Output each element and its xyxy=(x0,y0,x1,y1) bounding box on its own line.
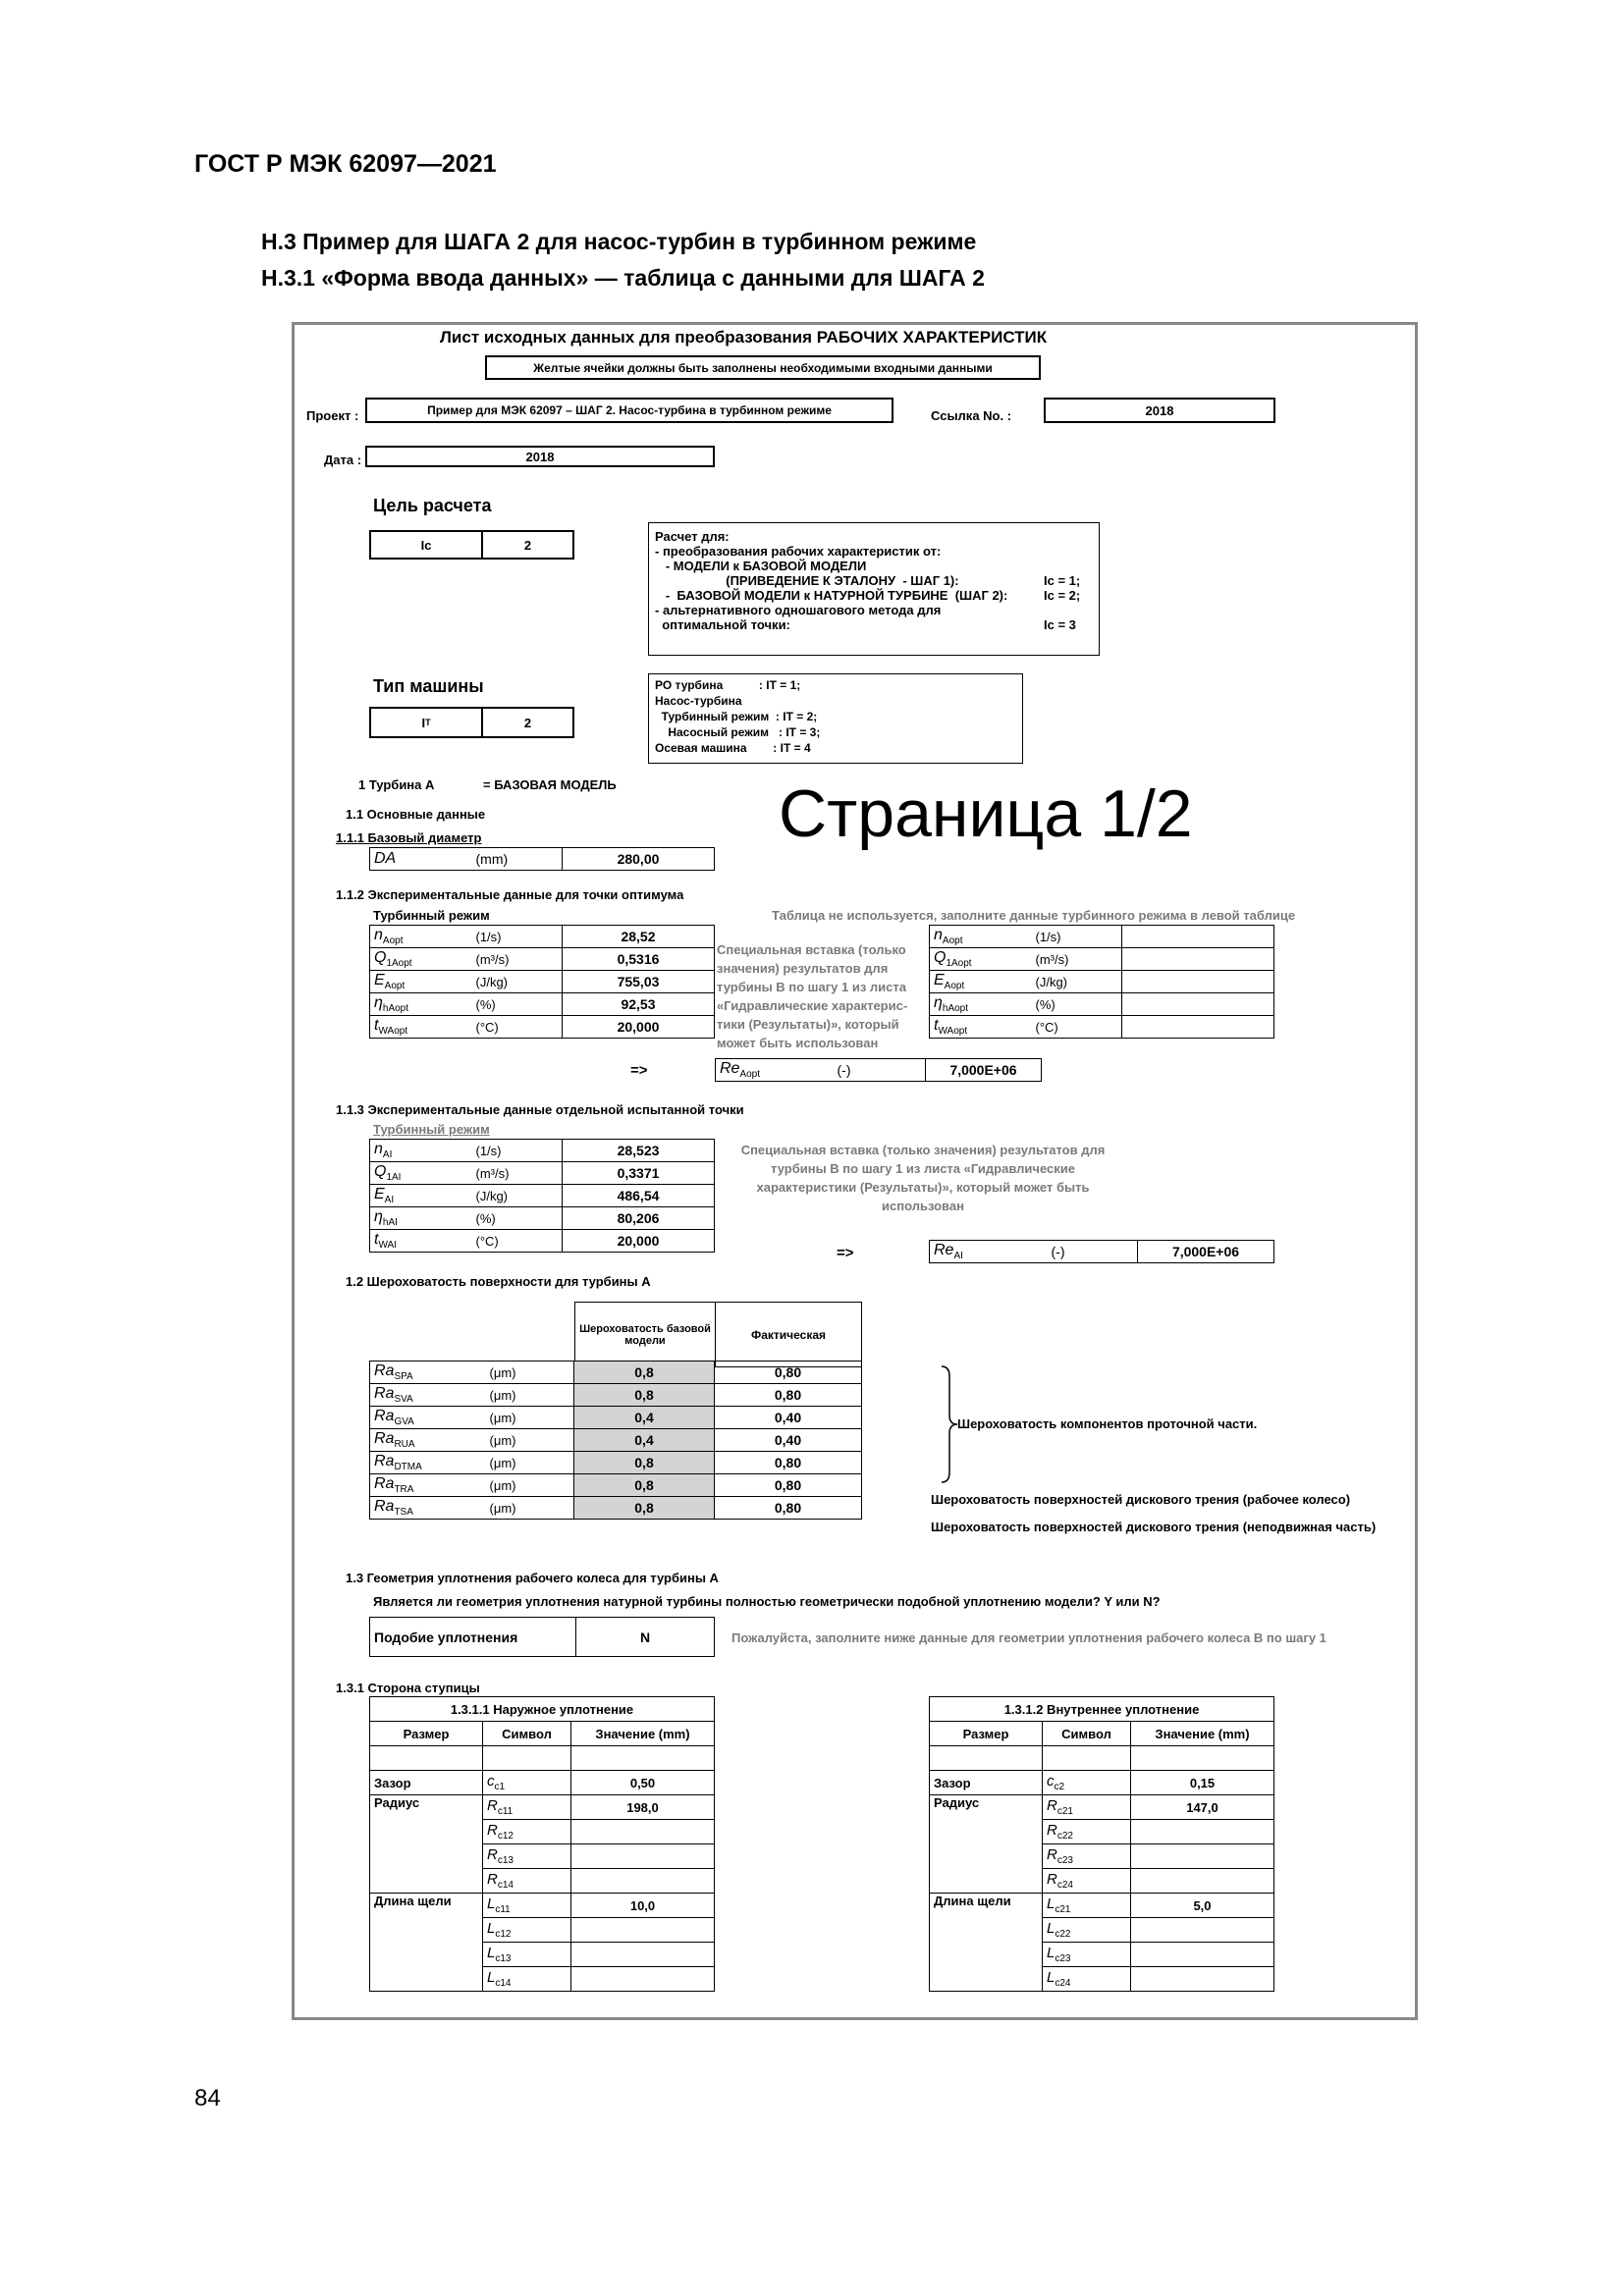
ref-value: 2018 xyxy=(1044,398,1275,423)
right-opt-table xyxy=(929,925,1274,1039)
table-row xyxy=(370,1844,715,1869)
seal-radius-label: Радиус xyxy=(370,1795,483,1820)
s113: 1.1.3 Экспериментальные данные отдельной испытанной точки xyxy=(336,1102,744,1117)
arrow-2: => xyxy=(837,1245,854,1261)
rough-actual: 0,80 xyxy=(715,1362,862,1384)
turbine-label: 1 Турбина А xyxy=(358,777,435,792)
seal-radius-val: 147,0 xyxy=(1131,1795,1274,1820)
re-opt-table xyxy=(715,1058,1042,1082)
seal-gap-label: Зазор xyxy=(930,1771,1043,1795)
section-heading-h31: Н.3.1 «Форма ввода данных» — таблица с данными для ШАГА 2 xyxy=(261,265,985,291)
opt-unit: (m³/s) xyxy=(472,948,563,971)
pt-sym: $E_{AI}$ xyxy=(370,1185,472,1207)
table-row xyxy=(370,948,715,971)
right-unit: (°C) xyxy=(1032,1016,1122,1039)
pt-value: 0,3371 xyxy=(563,1162,715,1185)
seal-h-size: Размер xyxy=(930,1722,1043,1746)
table-row xyxy=(370,1894,715,1918)
seal-radius-sym: $R_{c14}$ xyxy=(483,1869,571,1894)
right-sym: $Q_{1Aopt}$ xyxy=(930,948,1032,971)
rough-col-base: Шероховатость базовой модели xyxy=(575,1303,716,1367)
pt-unit: (%) xyxy=(472,1207,563,1230)
pt-value: 20,000 xyxy=(563,1230,715,1253)
rough-actual: 0,80 xyxy=(715,1384,862,1407)
pt-sym: $Q_{1AI}$ xyxy=(370,1162,472,1185)
seal-h-sym: Символ xyxy=(483,1722,571,1746)
roughness-title: 1.2 Шероховатость поверхности для турбины A xyxy=(346,1274,651,1289)
seal-radius-label xyxy=(370,1869,483,1894)
similar-table xyxy=(369,1617,715,1657)
rough-sym: $Ra_{TRA}$ xyxy=(370,1474,486,1497)
re-opt-sym: $Re_{Aopt}$ xyxy=(716,1059,834,1082)
table-row xyxy=(930,1795,1274,1820)
diam-unit: (mm) xyxy=(472,848,563,871)
table-row xyxy=(930,971,1274,993)
rough-unit: (μm) xyxy=(486,1429,574,1452)
machine-title: Тип машины xyxy=(373,676,484,696)
rough-unit: (μm) xyxy=(486,1407,574,1429)
seal-len-sym: $L_{c12}$ xyxy=(483,1918,571,1943)
opt-sym: $Q_{1Aopt}$ xyxy=(370,948,472,971)
table-row xyxy=(370,1362,862,1384)
note-line: Насос-турбина xyxy=(655,694,742,708)
seal-len-sym: $L_{c14}$ xyxy=(483,1967,571,1992)
seal-gap-val: 0,15 xyxy=(1131,1771,1274,1795)
table-row xyxy=(930,1894,1274,1918)
table-row xyxy=(930,1869,1274,1894)
section-heading-h3: Н.3 Пример для ШАГА 2 для насос-турбин в турбинном режиме xyxy=(261,229,977,254)
roughness-head xyxy=(574,1302,862,1367)
date-label: Дата : xyxy=(324,453,362,467)
opt-value: 0,5316 xyxy=(563,948,715,971)
s11: 1.1 Основные данные xyxy=(346,807,486,822)
machine-note xyxy=(648,673,1023,764)
seal-radius-sym: $R_{c21}$ xyxy=(1043,1795,1131,1820)
seal-len-label xyxy=(370,1943,483,1967)
seal-len-val xyxy=(571,1967,715,1992)
right-sym: $n_{Aopt}$ xyxy=(930,926,1032,948)
table-row xyxy=(370,1722,715,1746)
seal-len-val xyxy=(571,1918,715,1943)
seal-radius-label: Радиус xyxy=(930,1795,1043,1820)
rough-sym: $Ra_{GVA}$ xyxy=(370,1407,486,1429)
pt-unit: (1/s) xyxy=(472,1140,563,1162)
right-unit: (m³/s) xyxy=(1032,948,1122,971)
table-row xyxy=(370,1140,715,1162)
brace-note: Шероховатость компонентов проточной части. xyxy=(957,1416,1258,1431)
seal-blank xyxy=(370,1746,483,1771)
pt-value: 80,206 xyxy=(563,1207,715,1230)
seal-len-val xyxy=(1131,1918,1274,1943)
seal-title: 1.3 Геометрия уплотнения рабочего колеса для турбины A xyxy=(346,1571,719,1585)
table-row xyxy=(930,1722,1274,1746)
table-row xyxy=(930,1771,1274,1795)
table-row xyxy=(930,1918,1274,1943)
rough-unit: (μm) xyxy=(486,1497,574,1520)
table-row xyxy=(370,1429,862,1452)
rough-sym: $Ra_{SPA}$ xyxy=(370,1362,486,1384)
seal-len-label xyxy=(930,1967,1043,1992)
seal-len-label: Длина щели xyxy=(930,1894,1043,1918)
arrow-1: => xyxy=(630,1062,648,1079)
machine-value: 2 xyxy=(481,707,574,738)
rough-sym: $Ra_{TSA}$ xyxy=(370,1497,486,1520)
diameter-table xyxy=(369,847,715,871)
right-value xyxy=(1122,971,1274,993)
turbine-label2: = БАЗОВАЯ МОДЕЛЬ xyxy=(483,777,617,792)
seal-len-val: 5,0 xyxy=(1131,1894,1274,1918)
outer-seal-table xyxy=(369,1696,715,1992)
seal-gap-val: 0,50 xyxy=(571,1771,715,1795)
table-row xyxy=(370,1407,862,1429)
table-row xyxy=(370,1497,862,1520)
opt-value: 92,53 xyxy=(563,993,715,1016)
date-value: 2018 xyxy=(365,446,715,467)
right-value xyxy=(1122,1016,1274,1039)
seal-radius-val xyxy=(571,1869,715,1894)
re-opt-value: 7,000E+06 xyxy=(926,1059,1042,1082)
opt-unit: (J/kg) xyxy=(472,971,563,993)
rough-actual: 0,40 xyxy=(715,1429,862,1452)
seal-len-val xyxy=(571,1943,715,1967)
rough-unit: (μm) xyxy=(486,1452,574,1474)
pt-insert-note: Специальная вставка (только значения) результатов для турбины B по шагу 1 из листа «Гидравлические характеристики (Результаты)», который может быть использован xyxy=(740,1143,1106,1213)
table-row xyxy=(370,1185,715,1207)
table-row xyxy=(370,1771,715,1795)
right-table-note: Таблица не используется, заполните данные турбинного режима в левой таблице xyxy=(772,908,1296,923)
seal-radius-sym: $R_{c24}$ xyxy=(1043,1869,1131,1894)
seal-len-val xyxy=(1131,1967,1274,1992)
seal-radius-label xyxy=(370,1820,483,1844)
purpose-note xyxy=(648,522,1100,656)
right-unit: (1/s) xyxy=(1032,926,1122,948)
project-value: Пример для МЭК 62097 – ШАГ 2. Насос-турбина в турбинном режиме xyxy=(365,398,893,423)
rough-actual: 0,40 xyxy=(715,1407,862,1429)
table-row xyxy=(930,1844,1274,1869)
standard-header: ГОСТ Р МЭК 62097—2021 xyxy=(194,150,497,178)
note-line: - МОДЕЛИ к БАЗОВОЙ МОДЕЛИ xyxy=(655,559,867,573)
pt-sym: $t_{WAI}$ xyxy=(370,1230,472,1253)
mode-label: Турбинный режим xyxy=(373,908,490,923)
seal-title: 1.3.1.1 Наружное уплотнение xyxy=(370,1697,715,1722)
right-value xyxy=(1122,993,1274,1016)
table-row xyxy=(370,1918,715,1943)
opt-sym: $t_{WAopt}$ xyxy=(370,1016,472,1039)
purpose-title: Цель расчета xyxy=(373,496,492,515)
pt-sym: $n_{AI}$ xyxy=(370,1140,472,1162)
seal-gap-sym: $c_{c1}$ xyxy=(483,1771,571,1795)
note-line: Осевая машина : IT = 4 xyxy=(655,741,811,755)
note-line: - преобразования рабочих характеристик от: xyxy=(655,544,942,559)
hub-title: 1.3.1 Сторона ступицы xyxy=(336,1681,480,1695)
rough-sym: $Ra_{SVA}$ xyxy=(370,1384,486,1407)
mode-label-2: Турбинный режим xyxy=(373,1122,490,1137)
table-row xyxy=(370,1384,862,1407)
rough-base: 0,8 xyxy=(574,1474,715,1497)
pt-value: 486,54 xyxy=(563,1185,715,1207)
table-row xyxy=(930,1697,1274,1722)
pt-unit: (J/kg) xyxy=(472,1185,563,1207)
opt-sym: $\eta_{hAopt}$ xyxy=(370,993,472,1016)
opt-unit: (°C) xyxy=(472,1016,563,1039)
table-row xyxy=(930,1967,1274,1992)
seal-radius-label xyxy=(930,1869,1043,1894)
note-tr: Шероховатость поверхностей дискового трения (рабочее колесо) xyxy=(931,1492,1351,1507)
table-row xyxy=(370,1207,715,1230)
note-line: - альтернативного одношагового метода для xyxy=(655,603,942,617)
seal-radius-val xyxy=(1131,1869,1274,1894)
project-label: Проект : xyxy=(306,408,359,423)
rough-base: 0,8 xyxy=(574,1384,715,1407)
seal-len-label xyxy=(370,1967,483,1992)
table-row xyxy=(370,1943,715,1967)
ref-label: Ссылка No. : xyxy=(931,408,1012,423)
rough-unit: (μm) xyxy=(486,1474,574,1497)
page-number: 84 xyxy=(194,2085,221,2111)
opt-value: 28,52 xyxy=(563,926,715,948)
seal-gap-label: Зазор xyxy=(370,1771,483,1795)
roughness-table xyxy=(369,1361,862,1520)
seal-h-size: Размер xyxy=(370,1722,483,1746)
table-row xyxy=(930,1943,1274,1967)
rough-base: 0,8 xyxy=(574,1497,715,1520)
seal-radius-val xyxy=(1131,1820,1274,1844)
diam-value: 280,00 xyxy=(563,848,715,871)
rough-base: 0,4 xyxy=(574,1429,715,1452)
seal-len-label xyxy=(930,1918,1043,1943)
opt-value: 20,000 xyxy=(563,1016,715,1039)
opt-unit: (%) xyxy=(472,993,563,1016)
similar-label: Подобие уплотнения xyxy=(370,1618,576,1657)
re-pt-table xyxy=(929,1240,1274,1263)
note-line: РО турбина : IT = 1; xyxy=(655,678,801,692)
rough-unit: (μm) xyxy=(486,1362,574,1384)
note-line: Расчет для: xyxy=(655,529,730,544)
opt-unit: (1/s) xyxy=(472,926,563,948)
table-row xyxy=(370,1820,715,1844)
rough-sym: $Ra_{RUA}$ xyxy=(370,1429,486,1452)
seal-h-val: Значение (mm) xyxy=(1131,1722,1274,1746)
re-pt-sym: $Re_{AI}$ xyxy=(930,1241,1048,1263)
table-row xyxy=(370,1967,715,1992)
right-unit: (J/kg) xyxy=(1032,971,1122,993)
pt-sym: $\eta_{hAI}$ xyxy=(370,1207,472,1230)
pt-unit: (°C) xyxy=(472,1230,563,1253)
s111: 1.1.1 Базовый диаметр xyxy=(336,830,482,845)
opt-value: 755,03 xyxy=(563,971,715,993)
sheet-title: Лист исходных данных для преобразования РАБОЧИХ ХАРАКТЕРИСТИК xyxy=(440,328,1048,347)
seal-h-val: Значение (mm) xyxy=(571,1722,715,1746)
right-sym: $\eta_{hAopt}$ xyxy=(930,993,1032,1016)
note-line: Турбинный режим : IT = 2; xyxy=(655,710,818,723)
right-value xyxy=(1122,948,1274,971)
seal-gap-sym: $c_{c2}$ xyxy=(1043,1771,1131,1795)
opt-sym: $n_{Aopt}$ xyxy=(370,926,472,948)
rough-actual: 0,80 xyxy=(715,1452,862,1474)
table-row xyxy=(370,1162,715,1185)
seal-radius-sym: $R_{c23}$ xyxy=(1043,1844,1131,1869)
seal-len-sym: $L_{c11}$ xyxy=(483,1894,571,1918)
pt-value: 28,523 xyxy=(563,1140,715,1162)
table-row xyxy=(370,1697,715,1722)
table-row xyxy=(370,1016,715,1039)
similar-value: N xyxy=(576,1618,715,1657)
table-row xyxy=(370,971,715,993)
opt-table xyxy=(369,925,715,1039)
seal-question: Является ли геометрия уплотнения натурной турбины полностью геометрически подобной уплотнению модели? Y или N? xyxy=(373,1594,1161,1609)
opt-sym: $E_{Aopt}$ xyxy=(370,971,472,993)
table-row xyxy=(370,1746,715,1771)
seal-radius-label xyxy=(930,1820,1043,1844)
table-row xyxy=(370,1869,715,1894)
watermark: Страница 1/2 xyxy=(779,776,1193,851)
right-value xyxy=(1122,926,1274,948)
seal-radius-label xyxy=(930,1844,1043,1869)
opt-insert-note: Специальная вставка (только значения) результатов для турбины B по шагу 1 из листа «Гидравлические характерис-тики (Результаты)», который может быть использован xyxy=(717,942,908,1050)
table-row xyxy=(370,1795,715,1820)
re-pt-unit: (-) xyxy=(1048,1241,1138,1263)
seal-len-val: 10,0 xyxy=(571,1894,715,1918)
seal-title: 1.3.1.2 Внутреннее уплотнение xyxy=(930,1697,1274,1722)
seal-len-sym: $L_{c22}$ xyxy=(1043,1918,1131,1943)
rough-actual: 0,80 xyxy=(715,1474,862,1497)
seal-radius-sym: $R_{c11}$ xyxy=(483,1795,571,1820)
note-line: оптимальной точки: Ic = 3 xyxy=(655,617,1076,632)
table-row xyxy=(930,948,1274,971)
table-row xyxy=(930,1820,1274,1844)
note-line: Насосный режим : IT = 3; xyxy=(655,725,821,739)
rough-unit: (μm) xyxy=(486,1384,574,1407)
sheet-subtitle: Желтые ячейки должны быть заполнены необходимыми входными данными xyxy=(485,355,1041,380)
right-sym: $t_{WAopt}$ xyxy=(930,1016,1032,1039)
purpose-value: 2 xyxy=(481,530,574,560)
rough-col-actual: Фактическая xyxy=(716,1303,862,1367)
seal-radius-val xyxy=(571,1844,715,1869)
seal-blank xyxy=(483,1746,571,1771)
seal-radius-sym: $R_{c13}$ xyxy=(483,1844,571,1869)
seal-len-sym: $L_{c23}$ xyxy=(1043,1943,1131,1967)
seal-blank xyxy=(1043,1746,1131,1771)
table-row xyxy=(370,993,715,1016)
right-unit: (%) xyxy=(1032,993,1122,1016)
table-row xyxy=(370,1230,715,1253)
seal-len-val xyxy=(1131,1943,1274,1967)
rough-base: 0,8 xyxy=(574,1452,715,1474)
fill-note: Пожалуйста, заполните ниже данные для геометрии уплотнения рабочего колеса B по шагу 1 xyxy=(731,1630,1326,1645)
seal-radius-val xyxy=(1131,1844,1274,1869)
rough-actual: 0,80 xyxy=(715,1497,862,1520)
seal-radius-val: 198,0 xyxy=(571,1795,715,1820)
table-row xyxy=(930,926,1274,948)
seal-h-sym: Символ xyxy=(1043,1722,1131,1746)
seal-len-sym: $L_{c24}$ xyxy=(1043,1967,1131,1992)
table-row xyxy=(930,993,1274,1016)
seal-len-label xyxy=(370,1918,483,1943)
seal-len-label xyxy=(930,1943,1043,1967)
seal-radius-label xyxy=(370,1844,483,1869)
machine-key: I T xyxy=(369,707,483,738)
seal-radius-val xyxy=(571,1820,715,1844)
table-row xyxy=(930,1746,1274,1771)
right-sym: $E_{Aopt}$ xyxy=(930,971,1032,993)
note-ts: Шероховатость поверхностей дискового трения (неподвижная часть) xyxy=(931,1520,1377,1534)
table-row xyxy=(370,926,715,948)
s112: 1.1.2 Экспериментальные данные для точки оптимума xyxy=(336,887,684,902)
seal-len-label: Длина щели xyxy=(370,1894,483,1918)
rough-sym: $Ra_{DTMA}$ xyxy=(370,1452,486,1474)
seal-blank xyxy=(1131,1746,1274,1771)
note-line: - БАЗОВОЙ МОДЕЛИ к НАТУРНОЙ ТУРБИНЕ (ШАГ 2): Ic = 2; xyxy=(655,588,1081,603)
seal-blank xyxy=(930,1746,1043,1771)
seal-blank xyxy=(571,1746,715,1771)
table-row xyxy=(370,1474,862,1497)
seal-radius-sym: $R_{c22}$ xyxy=(1043,1820,1131,1844)
rough-base: 0,4 xyxy=(574,1407,715,1429)
re-pt-value: 7,000E+06 xyxy=(1138,1241,1274,1263)
seal-len-sym: $L_{c21}$ xyxy=(1043,1894,1131,1918)
inner-seal-table xyxy=(929,1696,1274,1992)
re-opt-unit: (-) xyxy=(834,1059,926,1082)
note-line: (ПРИВЕДЕНИЕ К ЭТАЛОНУ - ШАГ 1): Ic = 1; xyxy=(655,573,1081,588)
diam-sym: DA xyxy=(370,848,472,871)
table-row xyxy=(930,1016,1274,1039)
pt-unit: (m³/s) xyxy=(472,1162,563,1185)
rough-base: 0,8 xyxy=(574,1362,715,1384)
purpose-key: Ic xyxy=(369,530,483,560)
point-table xyxy=(369,1139,715,1253)
seal-radius-sym: $R_{c12}$ xyxy=(483,1820,571,1844)
table-row xyxy=(370,1452,862,1474)
seal-len-sym: $L_{c13}$ xyxy=(483,1943,571,1967)
